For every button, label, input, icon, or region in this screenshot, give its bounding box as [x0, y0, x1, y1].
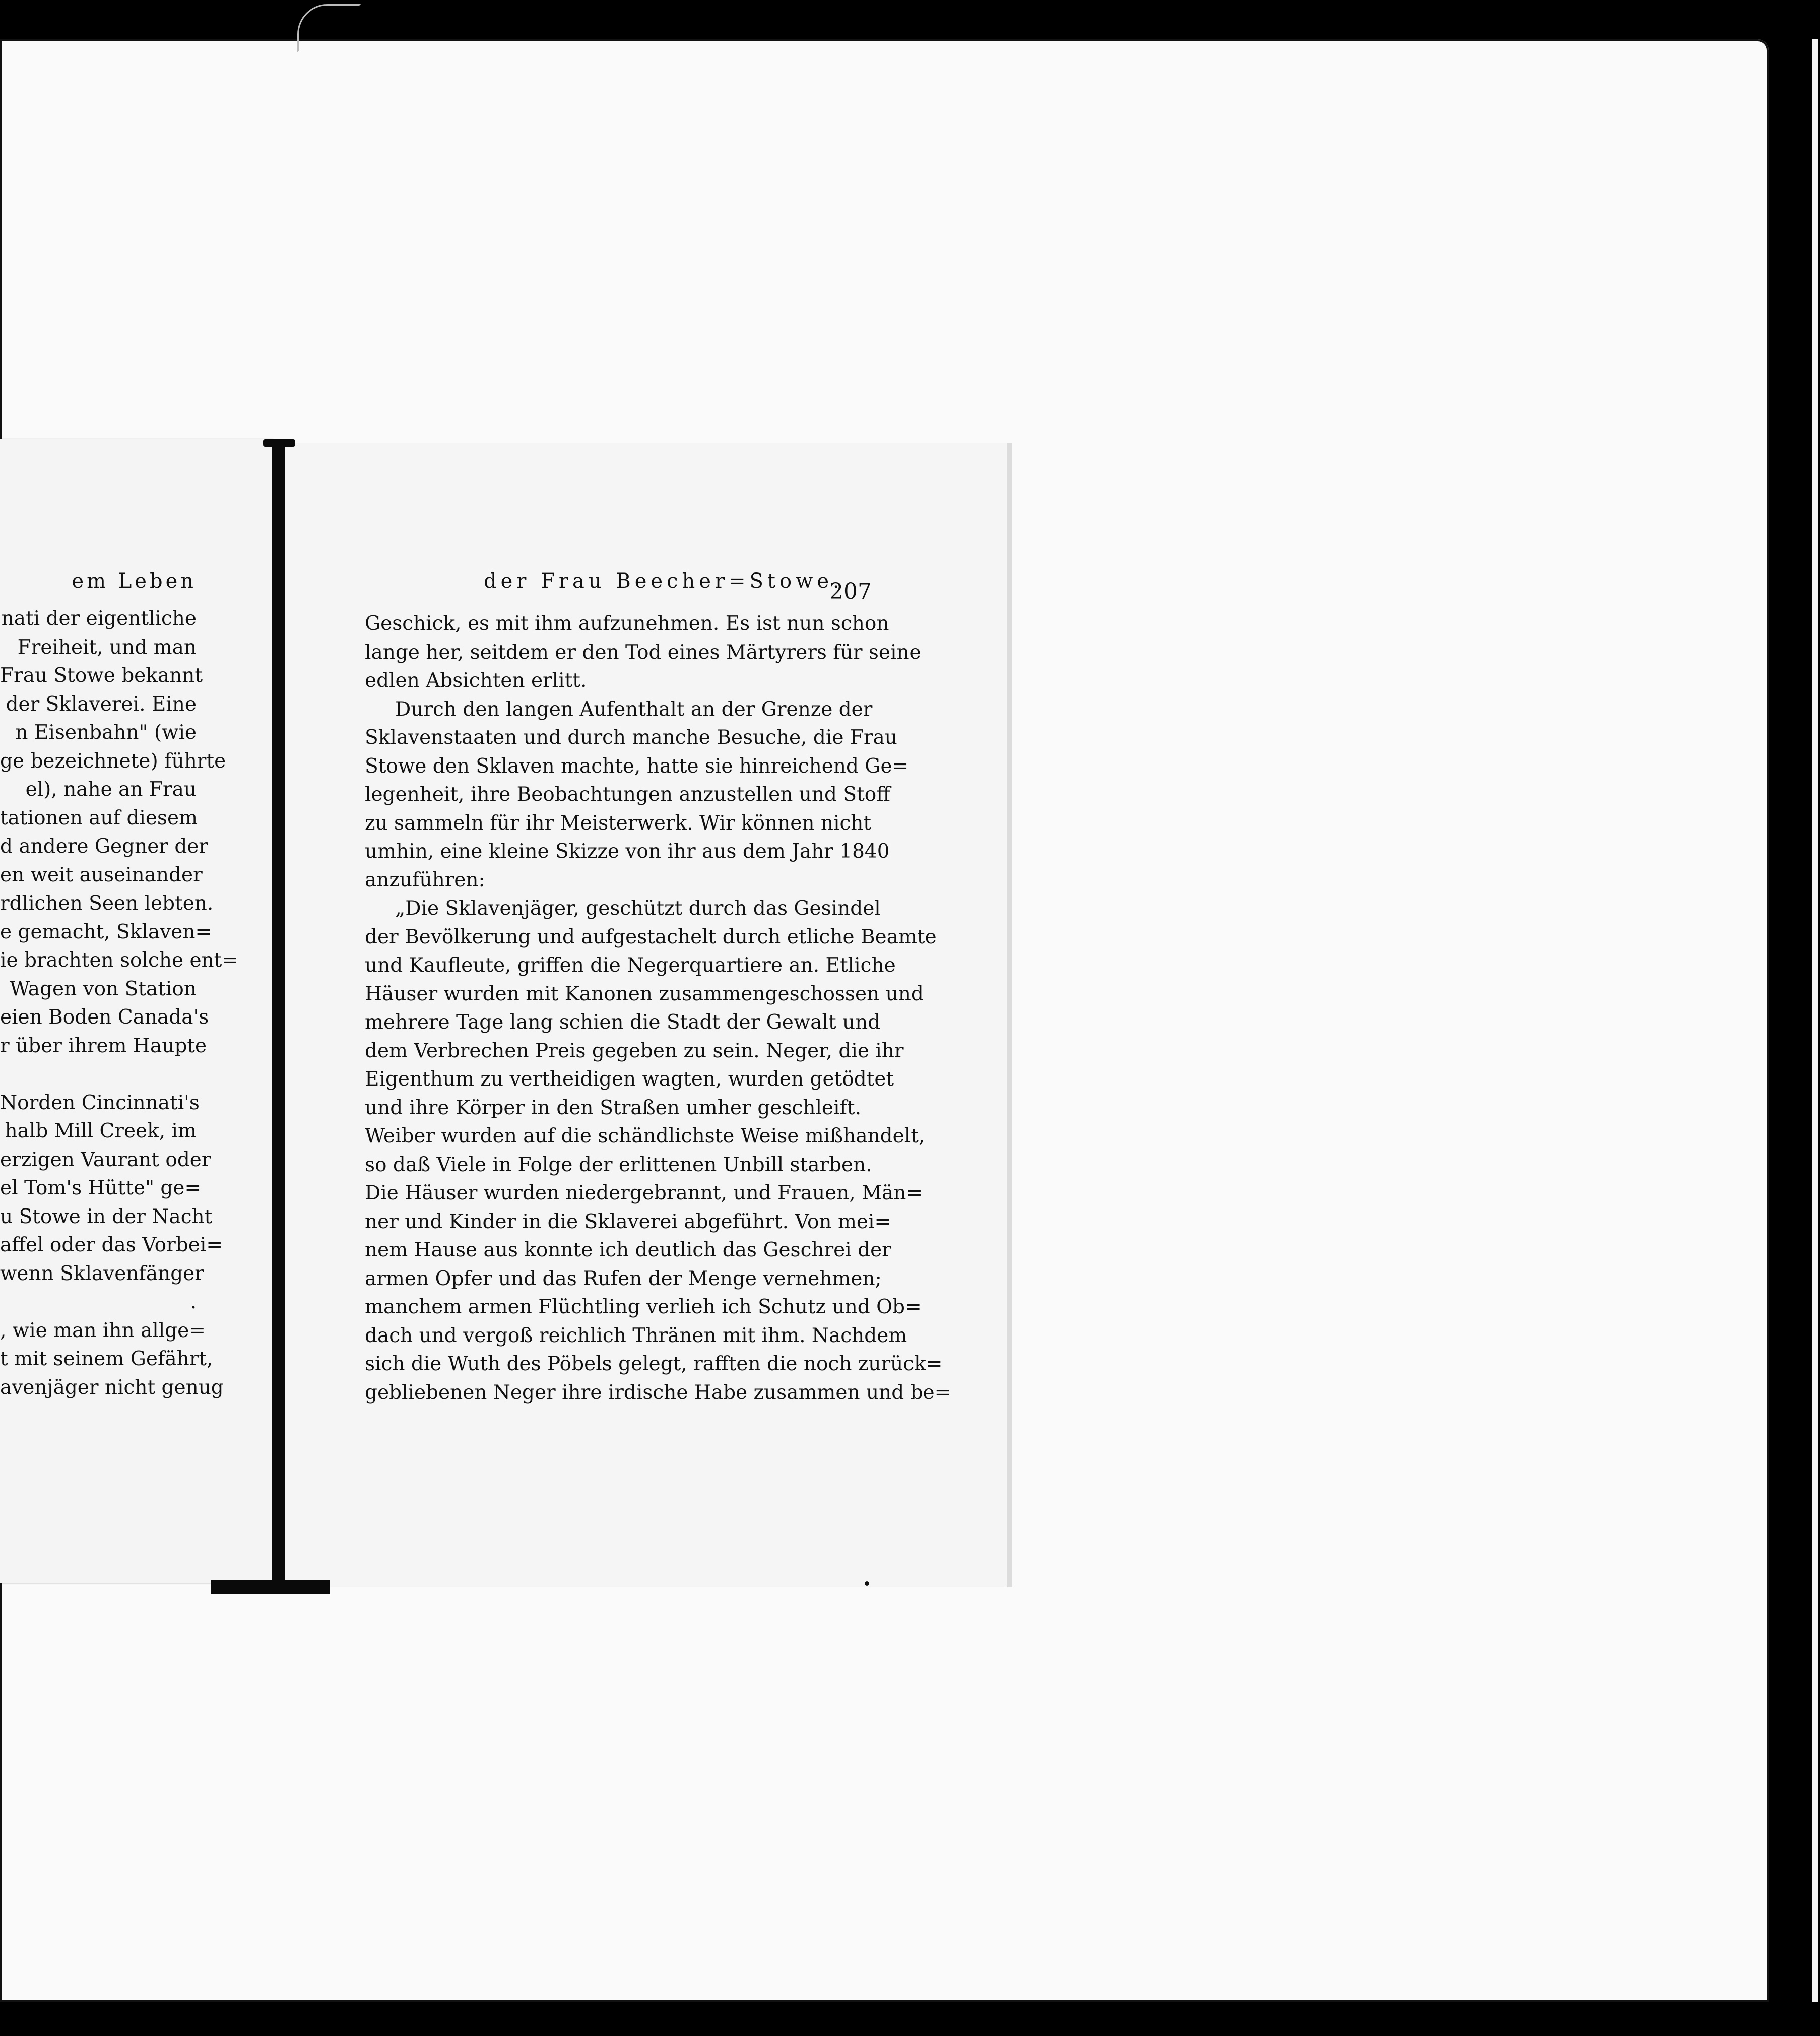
page-mark — [865, 1581, 869, 1586]
text-line: Norden Cincinnati's — [0, 1091, 200, 1114]
text-line: t mit seinem Gefährt, — [0, 1348, 213, 1370]
text-line: Geschick, es mit ihm aufzunehmen. Es ist nun schon — [365, 612, 889, 635]
text-line: wenn Sklavenfänger — [0, 1262, 204, 1285]
text-line: so daß Viele in Folge der erlittenen Unbill starben. — [365, 1153, 872, 1176]
text-line: manchem armen Flüchtling verlieh ich Schutz und Ob= — [365, 1296, 922, 1318]
book-gutter-foot — [211, 1580, 330, 1594]
text-line: . — [190, 1291, 197, 1313]
text-line — [0, 1060, 197, 1089]
text-line: el), nahe an Frau — [25, 778, 197, 801]
text-line: der Sklaverei. Eine — [6, 692, 197, 716]
text-line: halb Mill Creek, im — [5, 1120, 197, 1142]
text-line: „Die Sklavenjäger, geschützt durch das Gesindel — [395, 897, 881, 920]
text-line: edlen Absichten erlitt. — [365, 669, 587, 692]
text-line: gebliebenen Neger ihre irdische Habe zusammen und be= — [365, 1381, 951, 1404]
text-line: e gemacht, Sklaven= — [0, 920, 212, 943]
text-line: eien Boden Canada's — [0, 1006, 209, 1029]
text-line: dem Verbrechen Preis gegeben zu sein. Neger, die ihr — [365, 1039, 904, 1062]
text-line: und ihre Körper in den Straßen umher geschleift. — [365, 1096, 861, 1119]
text-line: n Eisenbahn" (wie — [15, 721, 197, 744]
left-running-header: em Leben — [72, 569, 197, 593]
text-line: und Kaufleute, griffen die Negerquartiere an. Etliche — [365, 954, 896, 977]
text-line: Wagen von Station — [10, 977, 197, 1000]
text-line: Freiheit, und man — [17, 635, 197, 659]
text-line: Häuser wurden mit Kanonen zusammengeschossen und — [365, 982, 924, 1005]
text-line: Weiber wurden auf die schändlichste Weise mißhandelt, — [365, 1125, 925, 1148]
text-line: Durch den langen Aufenthalt an der Grenze der — [395, 697, 873, 721]
text-line: Stowe den Sklaven machte, hatte sie hinreichend Ge= — [365, 754, 909, 778]
text-line: rdlichen Seen lebten. — [0, 892, 214, 915]
text-line: affel oder das Vorbei= — [0, 1234, 223, 1256]
text-line: erzigen Vaurant oder — [0, 1148, 211, 1171]
text-line: sich die Wuth des Pöbels gelegt, rafften die noch zurück= — [365, 1353, 943, 1375]
text-line: Eigenthum zu vertheidigen wagten, wurden getödtet — [365, 1068, 894, 1091]
film-scratch — [297, 4, 361, 52]
text-line: avenjäger nicht genug — [0, 1376, 224, 1399]
text-line: nem Hause aus konnte ich deutlich das Geschrei der — [365, 1239, 891, 1261]
text-line: legenheit, ihre Beobachtungen anzustellen und Stoff — [365, 783, 890, 806]
text-line: d andere Gegner der — [0, 835, 209, 858]
text-line: lange her, seitdem er den Tod eines Märtyrers für seine — [365, 641, 921, 664]
text-line: zu sammeln für ihr Meisterwerk. Wir können nicht — [365, 811, 872, 835]
text-line: der Bevölkerung und aufgestachelt durch etliche Beamte — [365, 925, 937, 948]
text-line: u Stowe in der Nacht — [0, 1205, 213, 1228]
text-line: ie brachten solche ent= — [0, 949, 238, 972]
text-line: nati der eigentliche — [1, 607, 197, 630]
left-page-text — [0, 605, 238, 1402]
page-number: 207 — [829, 579, 872, 604]
scan-edge-strip — [1812, 39, 1818, 2002]
text-line: el Tom's Hütte" ge= — [0, 1177, 202, 1199]
text-line: ge bezeichnete) führte — [0, 749, 226, 773]
right-running-header: der Frau Beecher=Stowe. — [484, 569, 843, 593]
text-line: , wie man ihn allge= — [0, 1319, 206, 1342]
text-line: armen Opfer und das Rufen der Menge vernehmen; — [365, 1267, 882, 1290]
text-line: ner und Kinder in die Sklaverei abgeführt. Von mei= — [365, 1210, 891, 1233]
book-gutter — [272, 442, 285, 1593]
text-line: r über ihrem Haupte — [0, 1034, 207, 1057]
text-line: en weit auseinander — [0, 863, 203, 886]
text-line: mehrere Tage lang schien die Stadt der Gewalt und — [365, 1011, 881, 1034]
text-line: Sklavenstaaten und durch manche Besuche, die Frau — [365, 726, 897, 749]
text-line: Frau Stowe bekannt — [0, 664, 203, 687]
text-line: anzuführen: — [365, 868, 485, 892]
text-line: Die Häuser wurden niedergebrannt, und Frauen, Män= — [365, 1182, 923, 1204]
text-line: tationen auf diesem — [0, 806, 198, 830]
text-line: dach und vergoß reichlich Thränen mit ihm. Nachdem — [365, 1324, 907, 1347]
right-page-text — [365, 610, 951, 1407]
text-line: umhin, eine kleine Skizze von ihr aus dem Jahr 1840 — [365, 840, 890, 863]
